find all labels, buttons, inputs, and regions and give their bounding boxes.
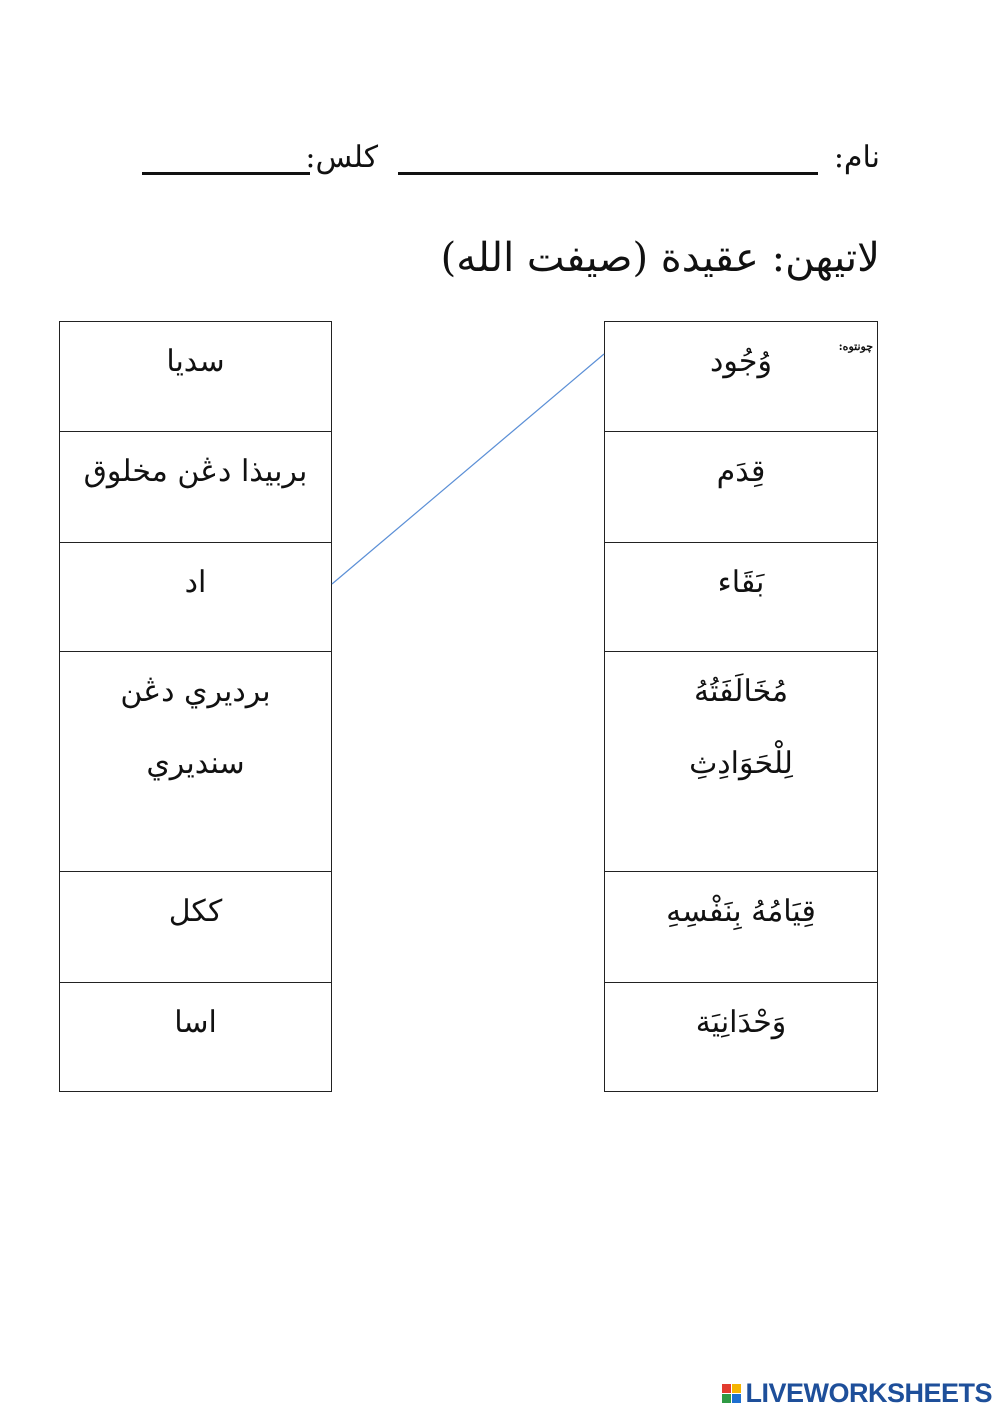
term-text: قِيَامُهُ بِنَفْسِهِ <box>666 894 816 929</box>
term-text: وَحْدَانِيَة <box>695 1005 787 1040</box>
name-label: نام: <box>833 140 880 175</box>
meaning-box[interactable] <box>59 542 332 652</box>
term-box[interactable] <box>604 321 878 432</box>
term-text: وُجُود <box>710 344 772 379</box>
logo-text: LIVEWORKSHEETS <box>745 1378 992 1408</box>
term-box[interactable] <box>604 542 878 652</box>
meaning-box[interactable] <box>59 321 332 432</box>
name-blank-line[interactable] <box>398 172 818 175</box>
meaning-box[interactable] <box>59 651 332 872</box>
logo-mark-square <box>722 1384 731 1393</box>
term-box[interactable] <box>604 871 878 983</box>
term-box[interactable] <box>604 431 878 543</box>
meaning-text: ككل <box>168 894 223 929</box>
logo-mark-square <box>732 1394 741 1403</box>
meaning-box[interactable] <box>59 982 332 1092</box>
meaning-text: برديري دڠن سنديري <box>120 674 271 781</box>
term-box[interactable] <box>604 651 878 872</box>
liveworksheets-logo <box>722 1378 992 1408</box>
term-text: مُخَالَفَتُهُ لِلْحَوَادِثِ <box>689 674 793 781</box>
example-match-line <box>332 354 604 584</box>
example-tag: چونتوه: <box>838 340 873 353</box>
term-box[interactable] <box>604 982 878 1092</box>
meaning-text: سديا <box>166 344 225 379</box>
term-text: قِدَم <box>716 454 766 489</box>
class-label: كلس: <box>305 140 378 175</box>
logo-mark-icon <box>722 1384 741 1403</box>
term-text: بَقَاء <box>717 565 765 600</box>
meaning-text: بربيذا دڠن مخلوق <box>83 454 308 489</box>
class-blank-line[interactable] <box>142 172 310 175</box>
meaning-text: اد <box>184 565 207 600</box>
worksheet-title: لاتيهن: عقيدة (صيفت الله) <box>440 235 880 281</box>
logo-mark-square <box>722 1394 731 1403</box>
meaning-box[interactable] <box>59 871 332 983</box>
meaning-box[interactable] <box>59 431 332 543</box>
meaning-text: اسا <box>174 1005 217 1040</box>
logo-mark-square <box>732 1384 741 1393</box>
